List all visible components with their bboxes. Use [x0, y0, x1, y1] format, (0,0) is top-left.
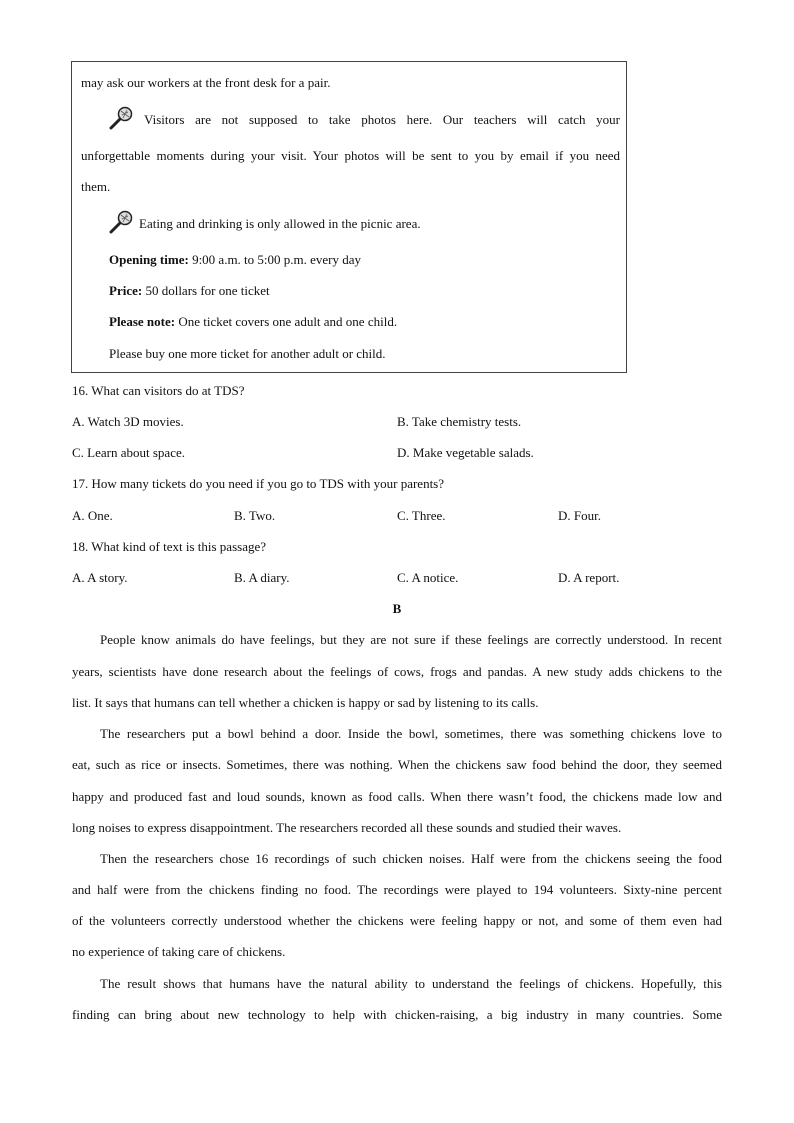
passage-line: The researchers put a bowl behind a door. Inside the bowl, sometimes, there was something chickens love to	[100, 726, 722, 741]
please-note-line2: Please buy one more ticket for another adult or child.	[109, 346, 386, 361]
option-17b: B. Two.	[234, 508, 276, 523]
passage-line: Then the researchers chose 16 recordings of such chicken noises. Half were from the chickens seeing the food	[100, 851, 722, 866]
question-18: 18. What kind of text is this passage?	[72, 539, 267, 554]
please-note-value: One ticket covers one adult and one child.	[175, 314, 398, 329]
notice-rule-photos-line2: unforgettable moments during your visit. Your photos will be sent to you by email if you need	[81, 148, 620, 163]
option-18b: B. A diary.	[234, 570, 290, 585]
opening-time-label: Opening time:	[109, 252, 189, 267]
option-17c: C. Three.	[397, 508, 446, 523]
passage-line: years, scientists have done research about the feelings of cows, frogs and pandas. A new study adds chickens to the	[72, 664, 722, 679]
magnifying-glass-icon	[108, 106, 134, 130]
question-16: 16. What can visitors do at TDS?	[72, 383, 245, 398]
passage-line: finding can bring about new technology to help with chicken-raising, a big industry in many countries. Some	[72, 1007, 722, 1022]
please-note	[109, 314, 397, 330]
passage-line: People know animals do have feelings, but they are not sure if these feelings are correctly understood. In recent	[100, 632, 722, 647]
option-16c: C. Learn about space.	[72, 445, 185, 460]
passage-line: list. It says that humans can tell whether a chicken is happy or sad by listening to its calls.	[72, 695, 539, 710]
passage-line: long noises to express disappointment. The researchers recorded all these sounds and studied their waves.	[72, 820, 622, 835]
section-b-heading: B	[392, 601, 402, 616]
option-18c: C. A notice.	[397, 570, 459, 585]
passage-line: of the volunteers correctly understood whether the chickens were feeling happy or not, and some of them even had	[72, 913, 722, 928]
passage-line: happy and produced fast and loud sounds, known as food calls. When there wasn’t food, the chickens made low and	[72, 789, 722, 804]
option-16a: A. Watch 3D movies.	[72, 414, 184, 429]
opening-time-value: 9:00 a.m. to 5:00 p.m. every day	[188, 252, 362, 267]
passage-line: no experience of taking care of chickens.	[72, 944, 286, 959]
price-label: Price:	[109, 283, 143, 298]
option-16d: D. Make vegetable salads.	[397, 445, 534, 460]
option-18d: D. A report.	[558, 570, 620, 585]
notice-rule-photos-line1: Visitors are not supposed to take photos here. Our teachers will catch your	[144, 112, 620, 127]
price	[109, 283, 270, 299]
notice-line: may ask our workers at the front desk for a pair.	[81, 75, 331, 90]
option-18a: A. A story.	[72, 570, 128, 585]
passage-line: The result shows that humans have the natural ability to understand the feelings of chickens. Hopefully, this	[100, 976, 722, 991]
passage-line: eat, such as rice or insects. Sometimes, there was nothing. When the chickens saw food behind the door, they seemed	[72, 757, 722, 772]
option-16b: B. Take chemistry tests.	[397, 414, 522, 429]
option-17a: A. One.	[72, 508, 113, 523]
price-value: 50 dollars for one ticket	[142, 283, 270, 298]
opening-time	[109, 252, 361, 268]
question-17: 17. How many tickets do you need if you go to TDS with your parents?	[72, 476, 445, 491]
option-17d: D. Four.	[558, 508, 601, 523]
notice-rule-eating: Eating and drinking is only allowed in the picnic area.	[139, 216, 421, 231]
please-note-label: Please note:	[109, 314, 176, 329]
passage-line: and half were from the chickens finding no food. The recordings were played to 194 volunteers. Sixty-nine percent	[72, 882, 722, 897]
notice-rule-photos-line3: them.	[81, 179, 111, 194]
magnifying-glass-icon	[108, 210, 134, 234]
